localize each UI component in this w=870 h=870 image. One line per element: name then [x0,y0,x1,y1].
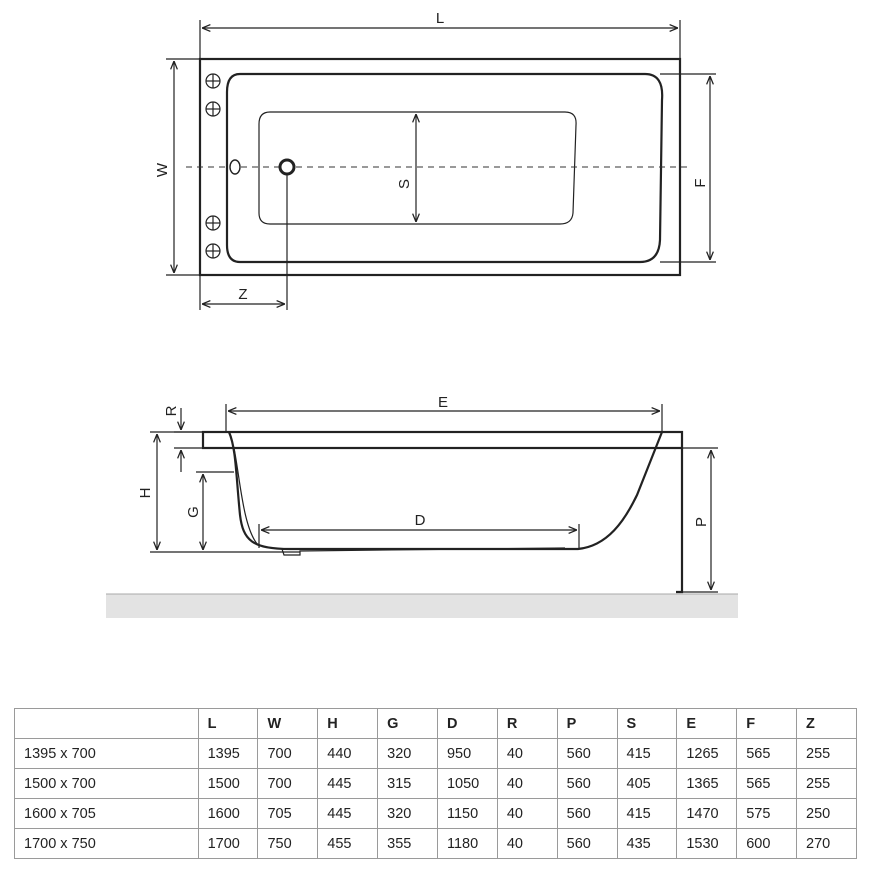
header-cell-R: R [497,709,557,739]
table-row [15,769,857,799]
header-cell-F: F [737,709,797,739]
table-cell: 415 [617,739,677,769]
table-cell: 40 [497,799,557,829]
table-cell: 320 [378,739,438,769]
table-cell: 565 [737,739,797,769]
table-cell: 440 [318,739,378,769]
label-L: L [435,10,445,27]
label-R: R [163,405,180,417]
table-cell: 560 [557,799,617,829]
dimension-D [259,512,579,548]
label-P: P [693,516,710,528]
table-cell: 320 [378,799,438,829]
dimension-S [396,114,416,222]
table-cell: 1470 [677,799,737,829]
header-cell-P: P [557,709,617,739]
label-S: S [396,178,413,190]
label-H: H [137,487,154,499]
dimension-H [137,432,300,552]
table-cell: 565 [737,769,797,799]
table-cell: 705 [258,799,318,829]
table-cell: 575 [737,799,797,829]
table-cell: 435 [617,829,677,859]
table-cell: 1500 [198,769,258,799]
table-cell: 445 [318,769,378,799]
table-cell: 1600 [198,799,258,829]
label-W: W [154,162,171,178]
grip-handle-icon [206,244,220,258]
label-D: D [414,512,426,529]
grip-handle-icon [206,74,220,88]
table-cell: 560 [557,829,617,859]
header-cell-S: S [617,709,677,739]
label-E: E [437,394,449,411]
dimension-P [682,448,718,592]
tub-shell-profile [229,432,662,549]
table-cell: 1700 [198,829,258,859]
table-body [15,739,857,859]
table-cell: 1150 [437,799,497,829]
header-cell-Z: Z [797,709,857,739]
header-row [15,709,857,739]
overflow-icon [230,160,240,174]
table-cell: 600 [737,829,797,859]
dimension-L [200,10,680,59]
header-cell-L: L [198,709,258,739]
tub-rim-side [203,432,682,448]
dimensions-table [14,708,857,859]
table-cell: 1500 x 700 [15,769,199,799]
tub-panel [676,448,682,592]
grip-handle-icon [206,102,220,116]
header-cell-W: W [258,709,318,739]
top-view [154,10,716,310]
table-cell: 40 [497,739,557,769]
drain-icon [280,160,294,174]
header-cell-G: G [378,709,438,739]
table-cell: 700 [258,739,318,769]
table-cell: 1265 [677,739,737,769]
dimension-Z [200,174,287,310]
table-cell: 1180 [437,829,497,859]
dimension-W [154,59,200,275]
table-cell: 1530 [677,829,737,859]
table-cell: 455 [318,829,378,859]
dimension-R [163,405,203,472]
header-cell-H: H [318,709,378,739]
table-cell: 405 [617,769,677,799]
table-cell: 1700 x 750 [15,829,199,859]
label-F: F [692,178,709,188]
grip-handle-icon [206,216,220,230]
table-cell: 315 [378,769,438,799]
table-cell: 950 [437,739,497,769]
table-cell: 255 [797,769,857,799]
table-cell: 1050 [437,769,497,799]
table-cell: 255 [797,739,857,769]
table-cell: 750 [258,829,318,859]
floor [106,594,738,618]
table-cell: 250 [797,799,857,829]
header-cell-D: D [437,709,497,739]
table-cell: 1600 x 705 [15,799,199,829]
table-cell: 40 [497,769,557,799]
dimension-F [660,74,716,262]
table-cell: 560 [557,739,617,769]
label-G: G [185,506,202,518]
table-cell: 1395 x 700 [15,739,199,769]
table-cell: 355 [378,829,438,859]
label-Z: Z [238,286,248,303]
tub-bottom-outline [259,112,576,224]
table-cell: 415 [617,799,677,829]
table-cell: 445 [318,799,378,829]
table-cell: 270 [797,829,857,859]
table-row [15,799,857,829]
table-header [15,709,857,739]
table-cell: 40 [497,829,557,859]
header-cell-size [15,709,199,739]
dimension-E [226,394,662,432]
table-cell: 1395 [198,739,258,769]
table-cell: 1365 [677,769,737,799]
table-cell: 700 [258,769,318,799]
table-row [15,829,857,859]
table-cell: 560 [557,769,617,799]
table-row [15,739,857,769]
header-cell-E: E [677,709,737,739]
side-view [106,394,738,618]
dimension-G [185,472,234,550]
